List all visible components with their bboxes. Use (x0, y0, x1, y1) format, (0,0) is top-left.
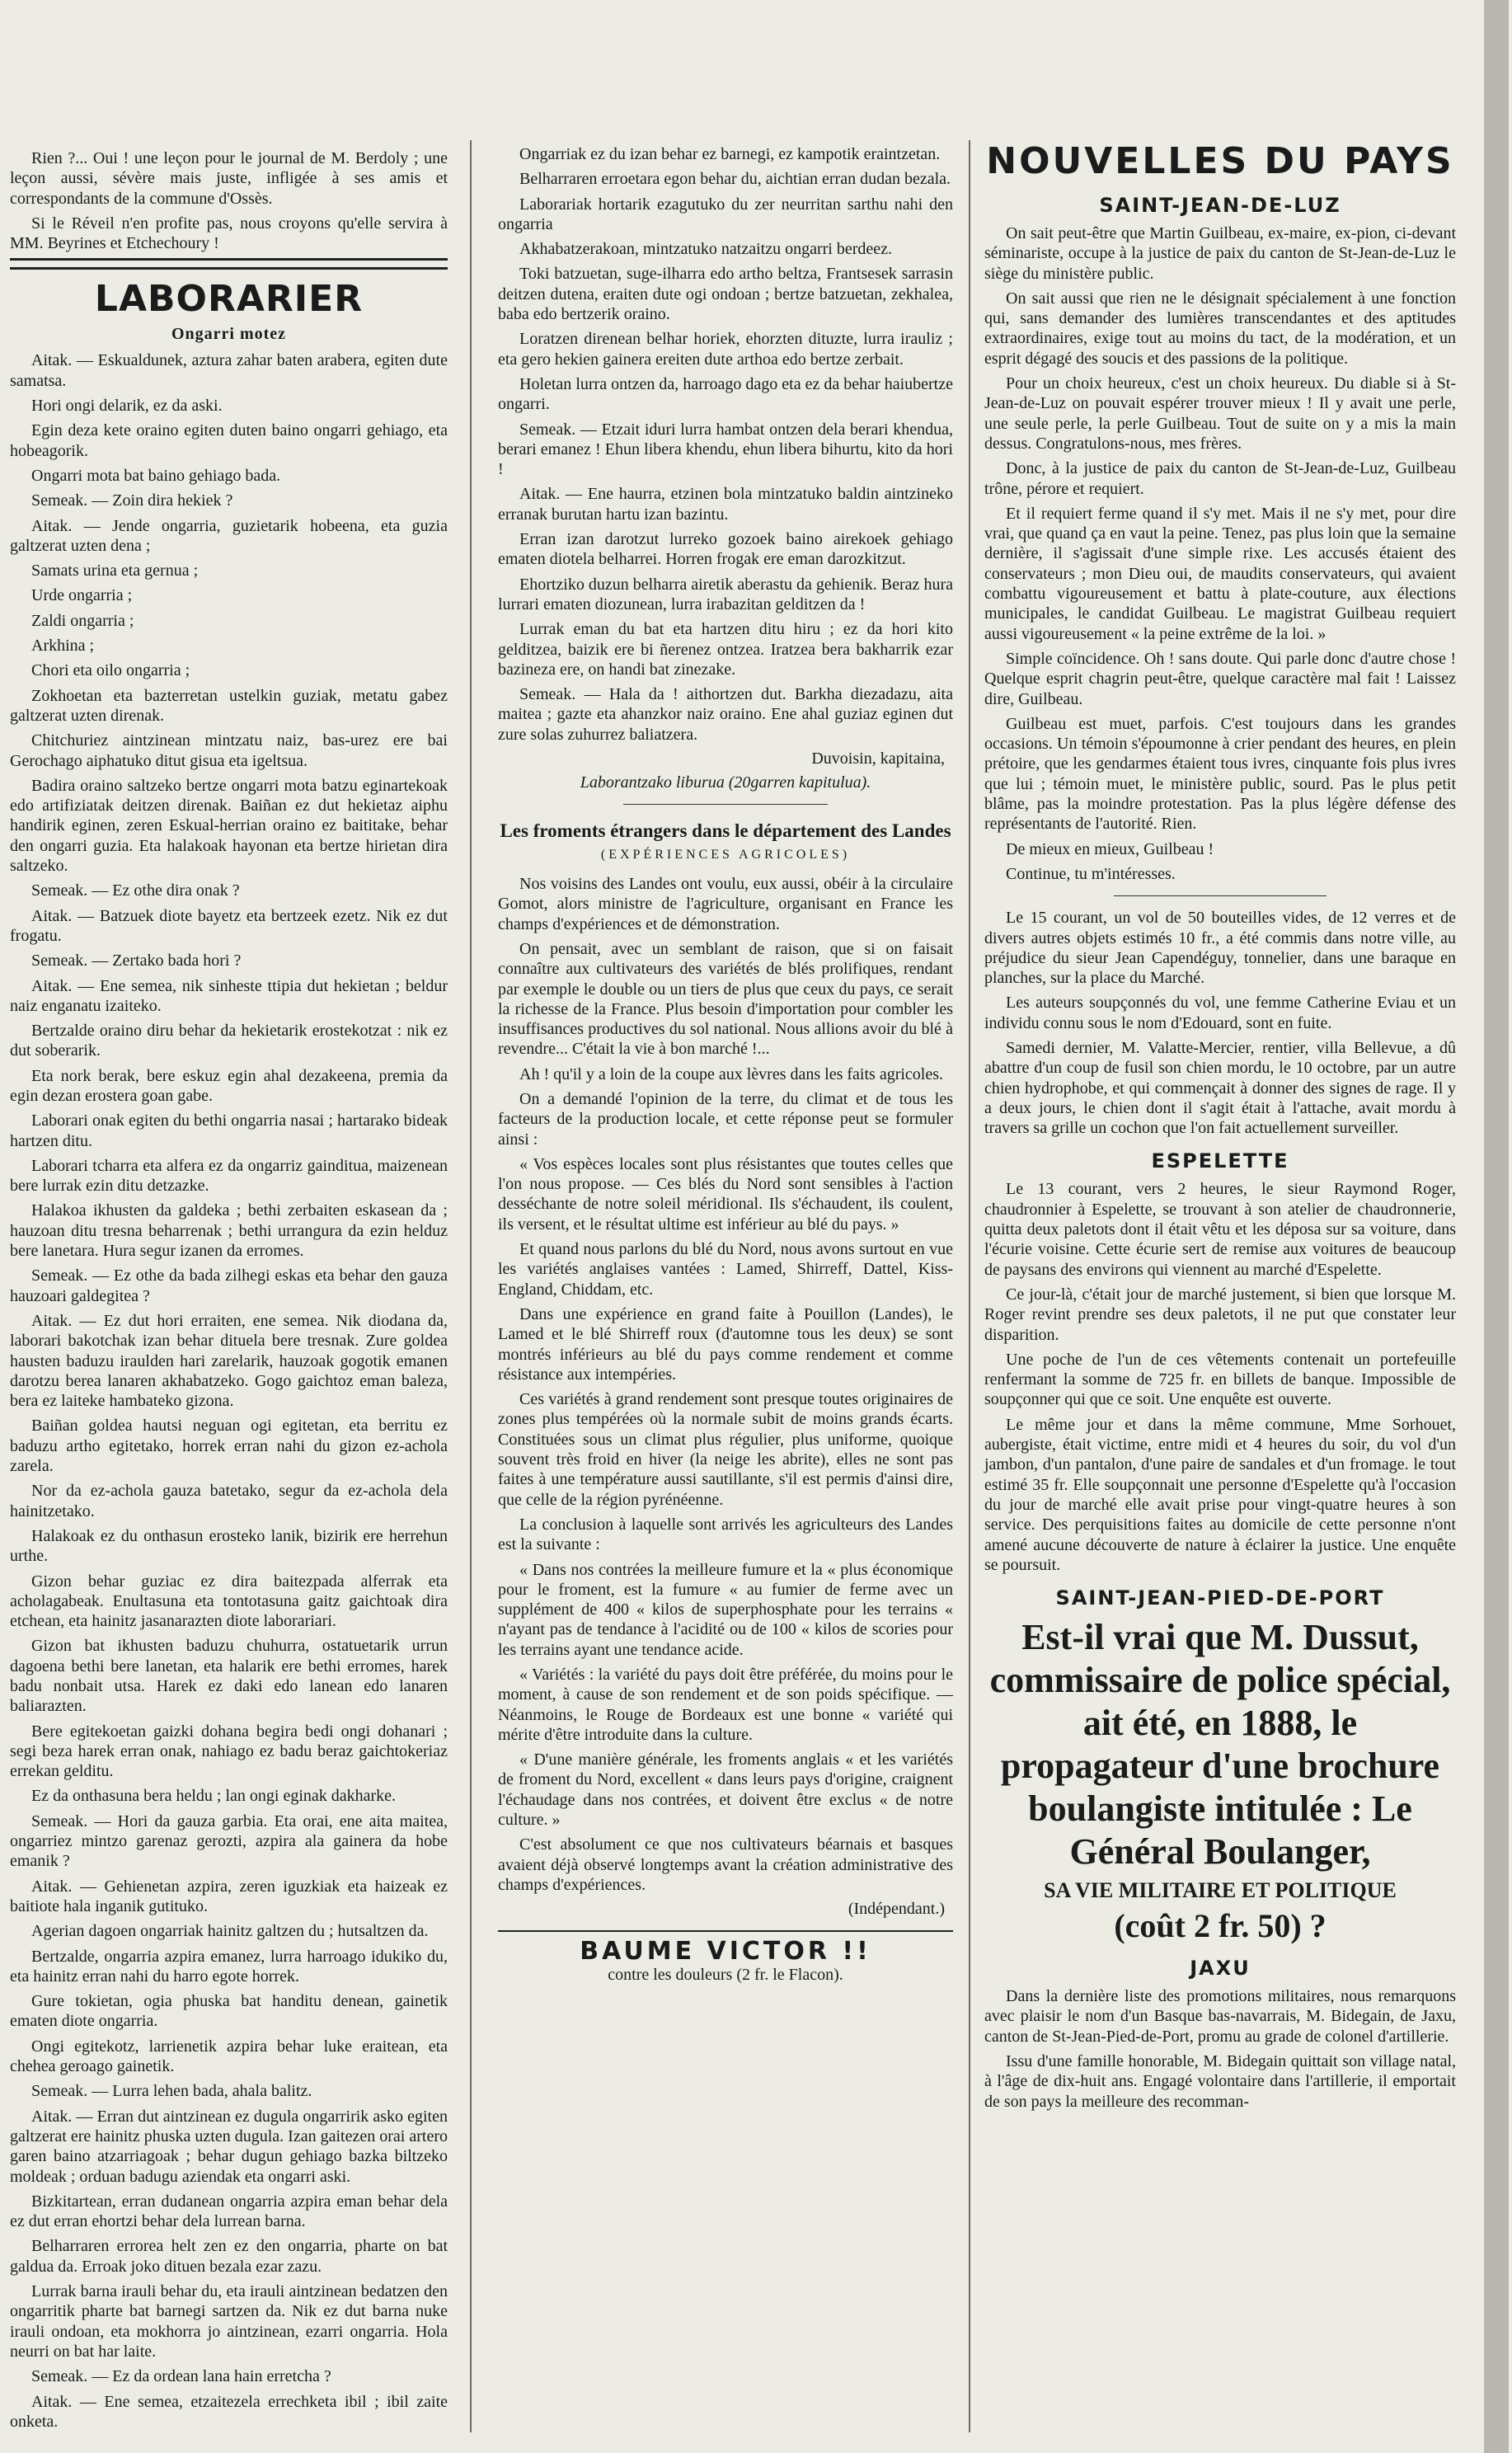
paragraph: Semeak. — Hala da ! aithortzen dut. Barkha diezadazu, aita maitea ; gazte eta ahanzkor naiz oraino. Ene ahal guziaz eginen dut zure solas zuhurrez baliatzera. (498, 685, 953, 744)
page-edge (1484, 0, 1509, 2453)
paragraph: Chori eta oilo ongarria ; (31, 661, 190, 680)
town-heading: SAINT-JEAN-DE-LUZ (1099, 194, 1341, 217)
paragraph: Le même jour et dans la même commune, Mme Sorhouet, aubergiste, était victime, entre midi et 4 heures du soir, du vol d'un jambon, d'un pantalon, d'une paire de sandales et d'un fromage. le tout estimé 35 fr. Elle soupçonnait une personne d'Espelette qu'à l'occasion du jour de marché elle avait prise pour vingt-quatre heures à son service. Des perquisitions faites au domicile de cette personne n'ont amené aucune découverte de nature à éclairer la justice. Une enquête se poursuit. (984, 1415, 1456, 1574)
paragraph: Simple coïncidence. Oh ! sans doute. Qui parle donc d'autre chose ! Quelque esprit chagrin peut-être, quelque caractère mal fait ! Laissez dire, Guilbeau. (984, 649, 1456, 708)
froments-article (498, 874, 953, 1895)
divider (623, 804, 828, 805)
ad-subtitle: contre les douleurs (2 fr. le Flacon). (608, 1966, 843, 1985)
paragraph: Ongarriak ez du izan behar ez barnegi, ez kampotik eraintzetan. (519, 145, 941, 163)
paragraph: Bizkitartean, erran dudanean ongarria azpira eman behar dela ez dut erran ehortzi behar dela lurrean barna. (10, 2192, 448, 2231)
paragraph: Samedi dernier, M. Valatte-Mercier, rentier, villa Bellevue, a dû abattre d'un coup de fusil son chien mordu, le 10 octobre, par un autre chien hydrophobe, et qui commençait à donner des signes de rage. Il y a deux jours, le chien dont il s'agit était à l'attache, avait mordu à travers sa grille un cochon que l'on fait actuellement surveiller. (984, 1038, 1456, 1138)
paragraph: Donc, à la justice de paix du canton de St-Jean-de-Luz, Guilbeau trône, pérore et requiert. (984, 459, 1456, 498)
headline-subtitle: SA VIE MILITAIRE ET POLITIQUE (1044, 1878, 1397, 1903)
paragraph: Et il requiert ferme quand il s'y met. Mais il ne s'y met, pour dire vrai, que quand ça en vaut la peine. Tenez, pas plus loin que la semaine dernière, il s'agissait d'une simple rixe. Les accusés étaient des conservateurs ; mon Dieu oui, de maudits conservateurs, qui avaient combattu vigoureusement et battu à plate-couture, aux élections municipales, le candidat Guilbeau. Le magistrat Guilbeau requiert aussi vigoureusement « la peine extrême de la loi. » (984, 504, 1456, 643)
article-signature: (Indépendant.) (848, 1900, 945, 1919)
paragraph: Nor da ez-achola gauza batetako, segur da ez-achola dela hainitzetako. (10, 1482, 448, 1520)
signature-source: Laborantzako liburua (20garren kapitulua). (580, 773, 871, 792)
paragraph: Zokhoetan eta bazterretan ustelkin guziak, metatu gabez galtzerat uzten direnak. (10, 686, 448, 725)
paragraph: Le 15 courant, un vol de 50 bouteilles vides, de 12 verres et de divers autres objets estimés 10 fr., a été commis dans notre ville, au préjudice du sieur Jean Capendéguy, tonnelier, dans une baraque en planches, sur la place du Marché. (984, 909, 1456, 988)
paragraph: Et quand nous parlons du blé du Nord, nous avons surtout en vue les variétés anglaises vantées : Lamed, Shirreff, Dattel, Kiss-England, Chiddam, etc. (498, 1240, 953, 1299)
section-subtitle: Ongarri motez (171, 325, 287, 344)
paragraph: « Dans nos contrées la meilleure fumure et la « plus économique pour le froment, est la fumure « au fumier de ferme avec un supplément de 400 « kilos de superphosphate pour les terrains « n'ayant pas de tendance à l'acidité ou de 100 « kilos de scories pour les terrains ayant une tendance acide. (498, 1560, 953, 1659)
paragraph: Egin deza kete oraino egiten duten baino ongarri gehiago, eta hobeagorik. (10, 421, 448, 460)
headline-price: (coût 2 fr. 50) ? (1114, 1907, 1327, 1945)
paragraph: Issu d'une famille honorable, M. Bidegain quittait son village natal, à l'âge de dix-huit ans. Engagé volontaire dans l'artillerie, il emportait de son pays la meilleure des recomman- (984, 2052, 1456, 2111)
paragraph: Aitak. — Ene haurra, etzinen bola mintzatuko baldin aintzineko erranak burutan hartu izan bazintu. (498, 485, 953, 524)
paragraph: Gizon bat ikhusten baduzu chuhurra, ostatuetarik urrun dagoena bethi bere lanetan, eta halarik ere bethi erromes, harek badu nonbait utsa. Harek ez daki edo lanean edo lanaren baliarazten. (10, 1637, 448, 1716)
paragraph: Semeak. — Etzait iduri lurra hambat ontzen dela berari khendua, berari emanez ! Ehun libera khendu, ehun libera bihurtu, kito da hori ! (498, 420, 953, 479)
paragraph: Aitak. — Ez dut hori erraiten, ene semea. Nik diodana da, laborari bakotchak izan behar dituela bere tresnak. Zure goldea hausten baduzu iraulden hari zarelarik, hauzoak gogotik emanen darotzu berea lanaren akhabatzeko. Gogo gaichtoz eman baleza, bera ez laiteke hambateko gizona. (10, 1311, 448, 1411)
paragraph: Semeak. — Ez da ordean lana hain erretcha ? (31, 2367, 331, 2386)
paragraph: Ce jour-là, c'était jour de marché justement, si bien que lorsque M. Roger revint prendre ses deux paletots, il ne put que constater leur disparition. (984, 1285, 1456, 1344)
advertisement (498, 1930, 953, 1985)
laborarier-continuation (498, 144, 953, 745)
section-title: LABORARIER (94, 278, 364, 321)
paragraph: Semeak. — Zoin dira hekiek ? (31, 491, 233, 510)
paragraph: Aitak. — Gehienetan azpira, zeren iguzkiak eta haizeak ez baitiote hala inganik gutituko. (10, 1877, 448, 1915)
paragraph: On a demandé l'opinion de la terre, du climat et de tous les facteurs de la production locale, et cette réponse peut se formuler ainsi : (498, 1089, 953, 1149)
paragraph: Laborari tcharra eta alfera ez da ongarriz gainditua, maizenean bere lurrak ezin ditu detzazke. (10, 1156, 448, 1196)
paragraph: Belharraren erroetara egon behar du, aichtian erran dudan bezala. (519, 170, 951, 189)
paragraph: Guilbeau est muet, parfois. C'est toujours dans les grandes occasions. Un témoin s'époumonne à crier pendant des heures, en plein prétoire, que les gendarmes étaient tous ivres, cinquante fois plus ivres que lui ; témoin muet, le ministère public, sourd. Pas le plus petit blâme, pas la moindre protestation. Pas la plus légère défense des représentants de l'autorité. Rien. (984, 714, 1456, 834)
paragraph: On pensait, avec un semblant de raison, que si on faisait connaître aux cultivateurs des variétés de blés prolifiques, rendant par exemple le double ou un tiers de plus que ceux du pays, ce serait la richesse de la France. Plus besoin d'importation pour combler les insuffisances productives du sol national. Nous allions avoir du blé à revendre... C'était la vie à bon marché !... (498, 939, 953, 1059)
paragraph: Laborari onak egiten du bethi ongarria nasai ; hartarako bideak hartzen ditu. (10, 1111, 448, 1150)
paragraph: Eta nork berak, bere eskuz egin ahal dezakeena, premia da egin dezan erostera goan gabe. (10, 1066, 448, 1105)
paragraph: Semeak. — Zertako bada hori ? (31, 952, 242, 970)
paragraph: Chitchuriez aintzinean mintzatu naiz, bas-urez ere bai Gerochago aiphatuko ditut gisua eta igeltsua. (10, 731, 448, 770)
signature: Duvoisin, kapitaina, (811, 750, 945, 768)
paragraph: Aitak. — Ene semea, etzaitezela errechketa ibil ; ibil zaite onketa. (10, 2392, 448, 2431)
paragraph: Dans la dernière liste des promotions militaires, nous remarquons avec plaisir le nom d'un Basque bas-navarrais, M. Bidegain, de Jaxu, canton de St-Jean-Pied-de-Port, promu au grade de colonel d'artillerie. (984, 1987, 1456, 2046)
paragraph: Erran izan darotzut lurreko gozoek baino airekoek gehiago ematen diotela belharrei. Horren frogak ere eman darozkitzut. (498, 530, 953, 569)
paragraph: Urde ongarria ; (31, 586, 133, 605)
paragraph: Ehortziko duzun belharra airetik aberastu da gehienik. Beraz hura lurrari ematen diozunean, lurra irabazitan gelditzen da ! (498, 575, 953, 613)
article-subtitle: (EXPÉRIENCES AGRICOLES) (600, 848, 851, 862)
town-heading: JAXU (1190, 1957, 1251, 1981)
section-divider (10, 258, 448, 270)
paragraph: Semeak. — Ez othe dira onak ? (31, 881, 240, 900)
headline-question: Est-il vrai que M. Dussut, commissaire de police spécial, ait été, en 1888, le propagateur d'une brochure boulangiste intitulée : Le Général Boulanger, (989, 1617, 1451, 1873)
paragraph: On sait peut-être que Martin Guilbeau, ex-maire, ex-pion, ci-devant séminariste, occupe à la justice de paix du canton de St-Jean-de-Luz le siège du ministère public. (984, 224, 1456, 283)
paragraph: Ongarri mota bat baino gehiago bada. (31, 466, 281, 485)
column-rule (969, 140, 970, 2432)
espelette-news (984, 1179, 1456, 1575)
laborarier-article (10, 350, 448, 2432)
intro-text (10, 148, 448, 253)
nouvelles-heading: NOUVELLES DU PAYS (986, 140, 1454, 182)
paragraph: Continue, tu m'intéresses. (1006, 864, 1176, 883)
paragraph: Aitak. — Jende ongarria, guzietarik hobeena, eta guzia galtzerat uzten dena ; (10, 516, 448, 555)
column-left (0, 0, 458, 2453)
paragraph: Une poche de l'un de ces vêtements contenait un portefeuille renfermant la somme de 725 fr. en billets de banque. Impossible de soupçonner qui que ce soit. Une enquête est ouverte. (984, 1350, 1456, 1409)
column-right (973, 0, 1467, 2453)
paragraph: Belharraren errorea helt zen ez den ongarria, pharte on bat galdua da. Erroak joko dituen bezala ezar zazu. (10, 2237, 448, 2276)
paragraph: Samats urina eta gernua ; (31, 562, 199, 580)
paragraph: Bertzalde oraino diru behar da hekietarik erostekotzat : nik ez dut soberarik. (10, 1022, 448, 1060)
paragraph: Rien ?... Oui ! une leçon pour le journal de M. Berdoly ; une leçon aussi, sévère mais juste, infligée à ses amis et correspondants de la commune d'Ossès. (10, 149, 448, 208)
paragraph: Arkhina ; (31, 637, 95, 656)
paragraph: Hori ongi delarik, ez da aski. (31, 397, 223, 416)
paragraph: Dans une expérience en grand faite à Pouillon (Landes), le Lamed et le blé Shirreff roux (d'automne tous les deux) se sont montrés inférieurs au blé du pays comme rendement et comme résistance aux intempéries. (498, 1304, 953, 1384)
paragraph: Ces variétés à grand rendement sont presque toutes originaires de zones plus tempérées où la normale subit de moins grands écarts. Constituées sous un climat plus régulier, plus uniforme, quoique souvent très froid en hiver (la neige les abrite), elles ne sont pas faites à une température aussi sautillante, s'il est permis d'ainsi dire, que celle de la région pyrénéenne. (498, 1390, 953, 1509)
jaxu-news (984, 1986, 1456, 2112)
paragraph: Ez da onthasuna bera heldu ; lan ongi eginak dakharke. (31, 1787, 397, 1806)
paragraph: Agerian dagoen ongarriak hainitz galtzen du ; hutsaltzen da. (31, 1922, 429, 1941)
ad-title: BAUME VICTOR !! (580, 1937, 871, 1967)
paragraph: Halakoa ikhusten da galdeka ; bethi zerbaiten eskasean da ; hauzoan ditu tresna beharrenak ; bethi urrangura da ezin helduz bere lanetara. Hura segur izanen da erromes. (10, 1201, 448, 1261)
paragraph: De mieux en mieux, Guilbeau ! (1006, 839, 1214, 858)
paragraph: Bere egitekoetan gaizki dohana begira bedi ongi dohanari ; segi beza harek erran onak, nahiago ez badu beraz gaichtokeriaz errekan gelditu. (10, 1722, 448, 1781)
paragraph: On sait aussi que rien ne le désignait spécialement à une fonction qui, sans demander des lumières transcendantes et des aptitudes extraordinaires, exige tout au moins du tact, de la modération, et un esprit dégagé des soucis et des passions de la politique. (984, 289, 1456, 368)
paragraph: Holetan lurra ontzen da, harroago dago eta ez da behar haiubertze ongarri. (498, 374, 953, 414)
paragraph: Akhabatzerakoan, mintzatuko natzaitzu ongarri berdeez. (519, 240, 893, 259)
paragraph: Le 13 courant, vers 2 heures, le sieur Raymond Roger, chaudronnier à Espelette, se trouvant à son atelier de chaudronnerie, quitta deux paletots dont il était vêtu et les déposa sur sa voiture, dans l'écurie voisine. Cette écurie sert de remise aux voitures de beaucoup de paysans des environs qui viennent au marché d'Espelette. (984, 1180, 1456, 1279)
paragraph: Baiñan goldea hautsi neguan ogi egitetan, eta berritu ez baduzu artho egitetako, horrek erran nahi du gizon ez-achola zarela. (10, 1417, 448, 1476)
town-heading: ESPELETTE (1151, 1149, 1289, 1173)
paragraph: « Vos espèces locales sont plus résistantes que toutes celles que l'on nous propose. — Ces blés du Nord sont sensibles à l'action desséchante de notre soleil méridional. Ils s'échaudent, ils coulent, ils versent, et le résultat ultime est inférieur au blé du pays. » (498, 1154, 953, 1234)
paragraph: Lurrak eman du bat eta hartzen ditu hiru ; ez da hori kito gelditzea, baizik ere bi ñerenez ontzea. Iratzea bera bakharrik ezar bazineza ere, on handi bat zinezake. (498, 620, 953, 679)
paragraph: Aitak. — Ene semea, nik sinheste ttipia dut hekietan ; beldur naiz enganatu izaiteko. (10, 976, 448, 1015)
paragraph: Lurrak barna irauli behar du, eta irauli aintzinean bedatzen den ongarritik pharte bat barnegi sartzen da. Nik ez dut barna nuke irauli ondoan, eta mokhorra jo aintzinean, ezarri ongarria. Hola neurri on bat har laite. (10, 2282, 448, 2361)
paragraph: C'est absolument ce que nos cultivateurs béarnais et basques avaient déjà observé longtemps avant la création administrative des champs d'expériences. (498, 1835, 953, 1894)
paragraph: Toki batzuetan, suge-ilharra edo artho beltza, Frantsesek sarrasin deitzen dutena, eraiten dute ogi ondoan ; bertze batzuetan, zekhalea, baba edo bertzerik oraino. (498, 265, 953, 324)
paragraph: La conclusion à laquelle sont arrivés les agriculteurs des Landes est la suivante : (498, 1515, 953, 1554)
article-title: Les froments étrangers dans le département des Landes (500, 820, 951, 842)
paragraph: « Variétés : la variété du pays doit être préférée, du moins pour le moment, à cause de son rendement et de son poids spécifique. — Néanmoins, le Rouge de Bordeaux est une bonne « variété qui mérite d'être introduite dans la culture. (498, 1666, 953, 1744)
paragraph: Halakoak ez du onthasun erosteko lanik, bizirik ere herrehun urthe. (10, 1526, 448, 1566)
paragraph: « D'une manière générale, les froments anglais « et les variétés de froment du Nord, excellent « dans leurs pays d'origine, craignent l'échaudage dans nos contrées, et doivent être exclus « de notre culture. » (498, 1750, 953, 1830)
paragraph: Pour un choix heureux, c'est un choix heureux. Du diable si à St-Jean-de-Luz on pouvait espérer trouver mieux ! Il y avait une perle, une seule perle, la perle Guilbeau. Tout de suite on y a mis la main dessus. Congratulons-nous, mes frères. (984, 374, 1456, 453)
paragraph: Si le Réveil n'en profite pas, nous croyons qu'elle servira à MM. Beyrines et Etchechoury ! (10, 214, 448, 253)
paragraph: Semeak. — Ez othe da bada zilhegi eskas eta behar den gauza hauzoari galdegitea ? (10, 1266, 448, 1305)
local-news (984, 908, 1456, 1138)
paragraph: Aitak. — Erran dut aintzinean ez dugula ongarririk asko egiten galtzerat ere hainitz phuska uzten dugula. Izan gaitezen orai artero garen baino atzarriagoak ; behar dugun gehiago bazka biltzeko moldeak ; orduan badugu aziendak eta ongarri aski. (10, 2107, 448, 2186)
column-middle (486, 0, 965, 2453)
paragraph: Semeak. — Lurra lehen bada, ahala balitz. (31, 2082, 312, 2101)
column-rule (470, 140, 472, 2432)
paragraph: Ongi egitekotz, larrienetik azpira behar luke eraitean, eta chehea geroago gainetik. (10, 2037, 448, 2076)
paragraph: Aitak. — Eskualdunek, aztura zahar baten arabera, egiten dute samatsa. (10, 351, 448, 390)
paragraph: Les auteurs soupçonnés du vol, une femme Catherine Eviau et un individu connu sous le nom d'Edouard, sont en fuite. (984, 994, 1456, 1032)
paragraph: Aitak. — Batzuek diote bayetz eta bertzeek ezetz. Nik ez dut frogatu. (10, 906, 448, 945)
paragraph: Nos voisins des Landes ont voulu, eux aussi, obéir à la circulaire Gomot, alors ministre de l'agriculture, organisant en France les champs d'expériences et de démonstration. (498, 875, 953, 933)
divider (1114, 895, 1326, 896)
town-heading: SAINT-JEAN-PIED-DE-PORT (1055, 1586, 1385, 1610)
paragraph: Zaldi ongarria ; (31, 611, 134, 630)
guilbeau-article (984, 223, 1456, 884)
paragraph: Ah ! qu'il y a loin de la coupe aux lèvres dans les faits agricoles. (519, 1064, 944, 1083)
paragraph: Laborariak hortarik ezagutuko du zer neurritan sarthu nahi den ongarria (498, 195, 953, 233)
paragraph: Gizon behar guziac ez dira baitezpada alferrak eta acholagabeak. Enultasuna eta tontotasuna gaitz gaichtoak dira etchean, eta hainitz jasanarazten diote laborariari. (10, 1572, 448, 1631)
paragraph: Semeak. — Hori da gauza garbia. Eta orai, ene aita maitea, ongarriez mintzo garenaz gerozti, azpira ala gainera da hobe emanik ? (10, 1812, 448, 1871)
paragraph: Loratzen direnean belhar horiek, ehorzten dituzte, lurra irauliz ; eta gero hekien gainera ereiten dute arthoa edo bertze zerbait. (498, 330, 953, 369)
paragraph: Badira oraino saltzeko bertze ongarri mota batzu eginartekoak edo artifiziatak deitzen direnak. Baiñan ez dut hekietaz aiphu handirik eginen, zeren Eskual-herrian oraino ez baititake, behar den ongarri guzia. Eta halakoak hayonan eta bertze hirietan dira saltzeko. (10, 776, 448, 876)
paragraph: Bertzalde, ongarria azpira emanez, lurra harroago idukiko du, eta hainitz erran nahi du harro egote horrek. (10, 1947, 448, 1985)
paragraph: Gure tokietan, ogia phuska bat handitu denean, gainetik ematen diote ongarria. (10, 1992, 448, 2031)
